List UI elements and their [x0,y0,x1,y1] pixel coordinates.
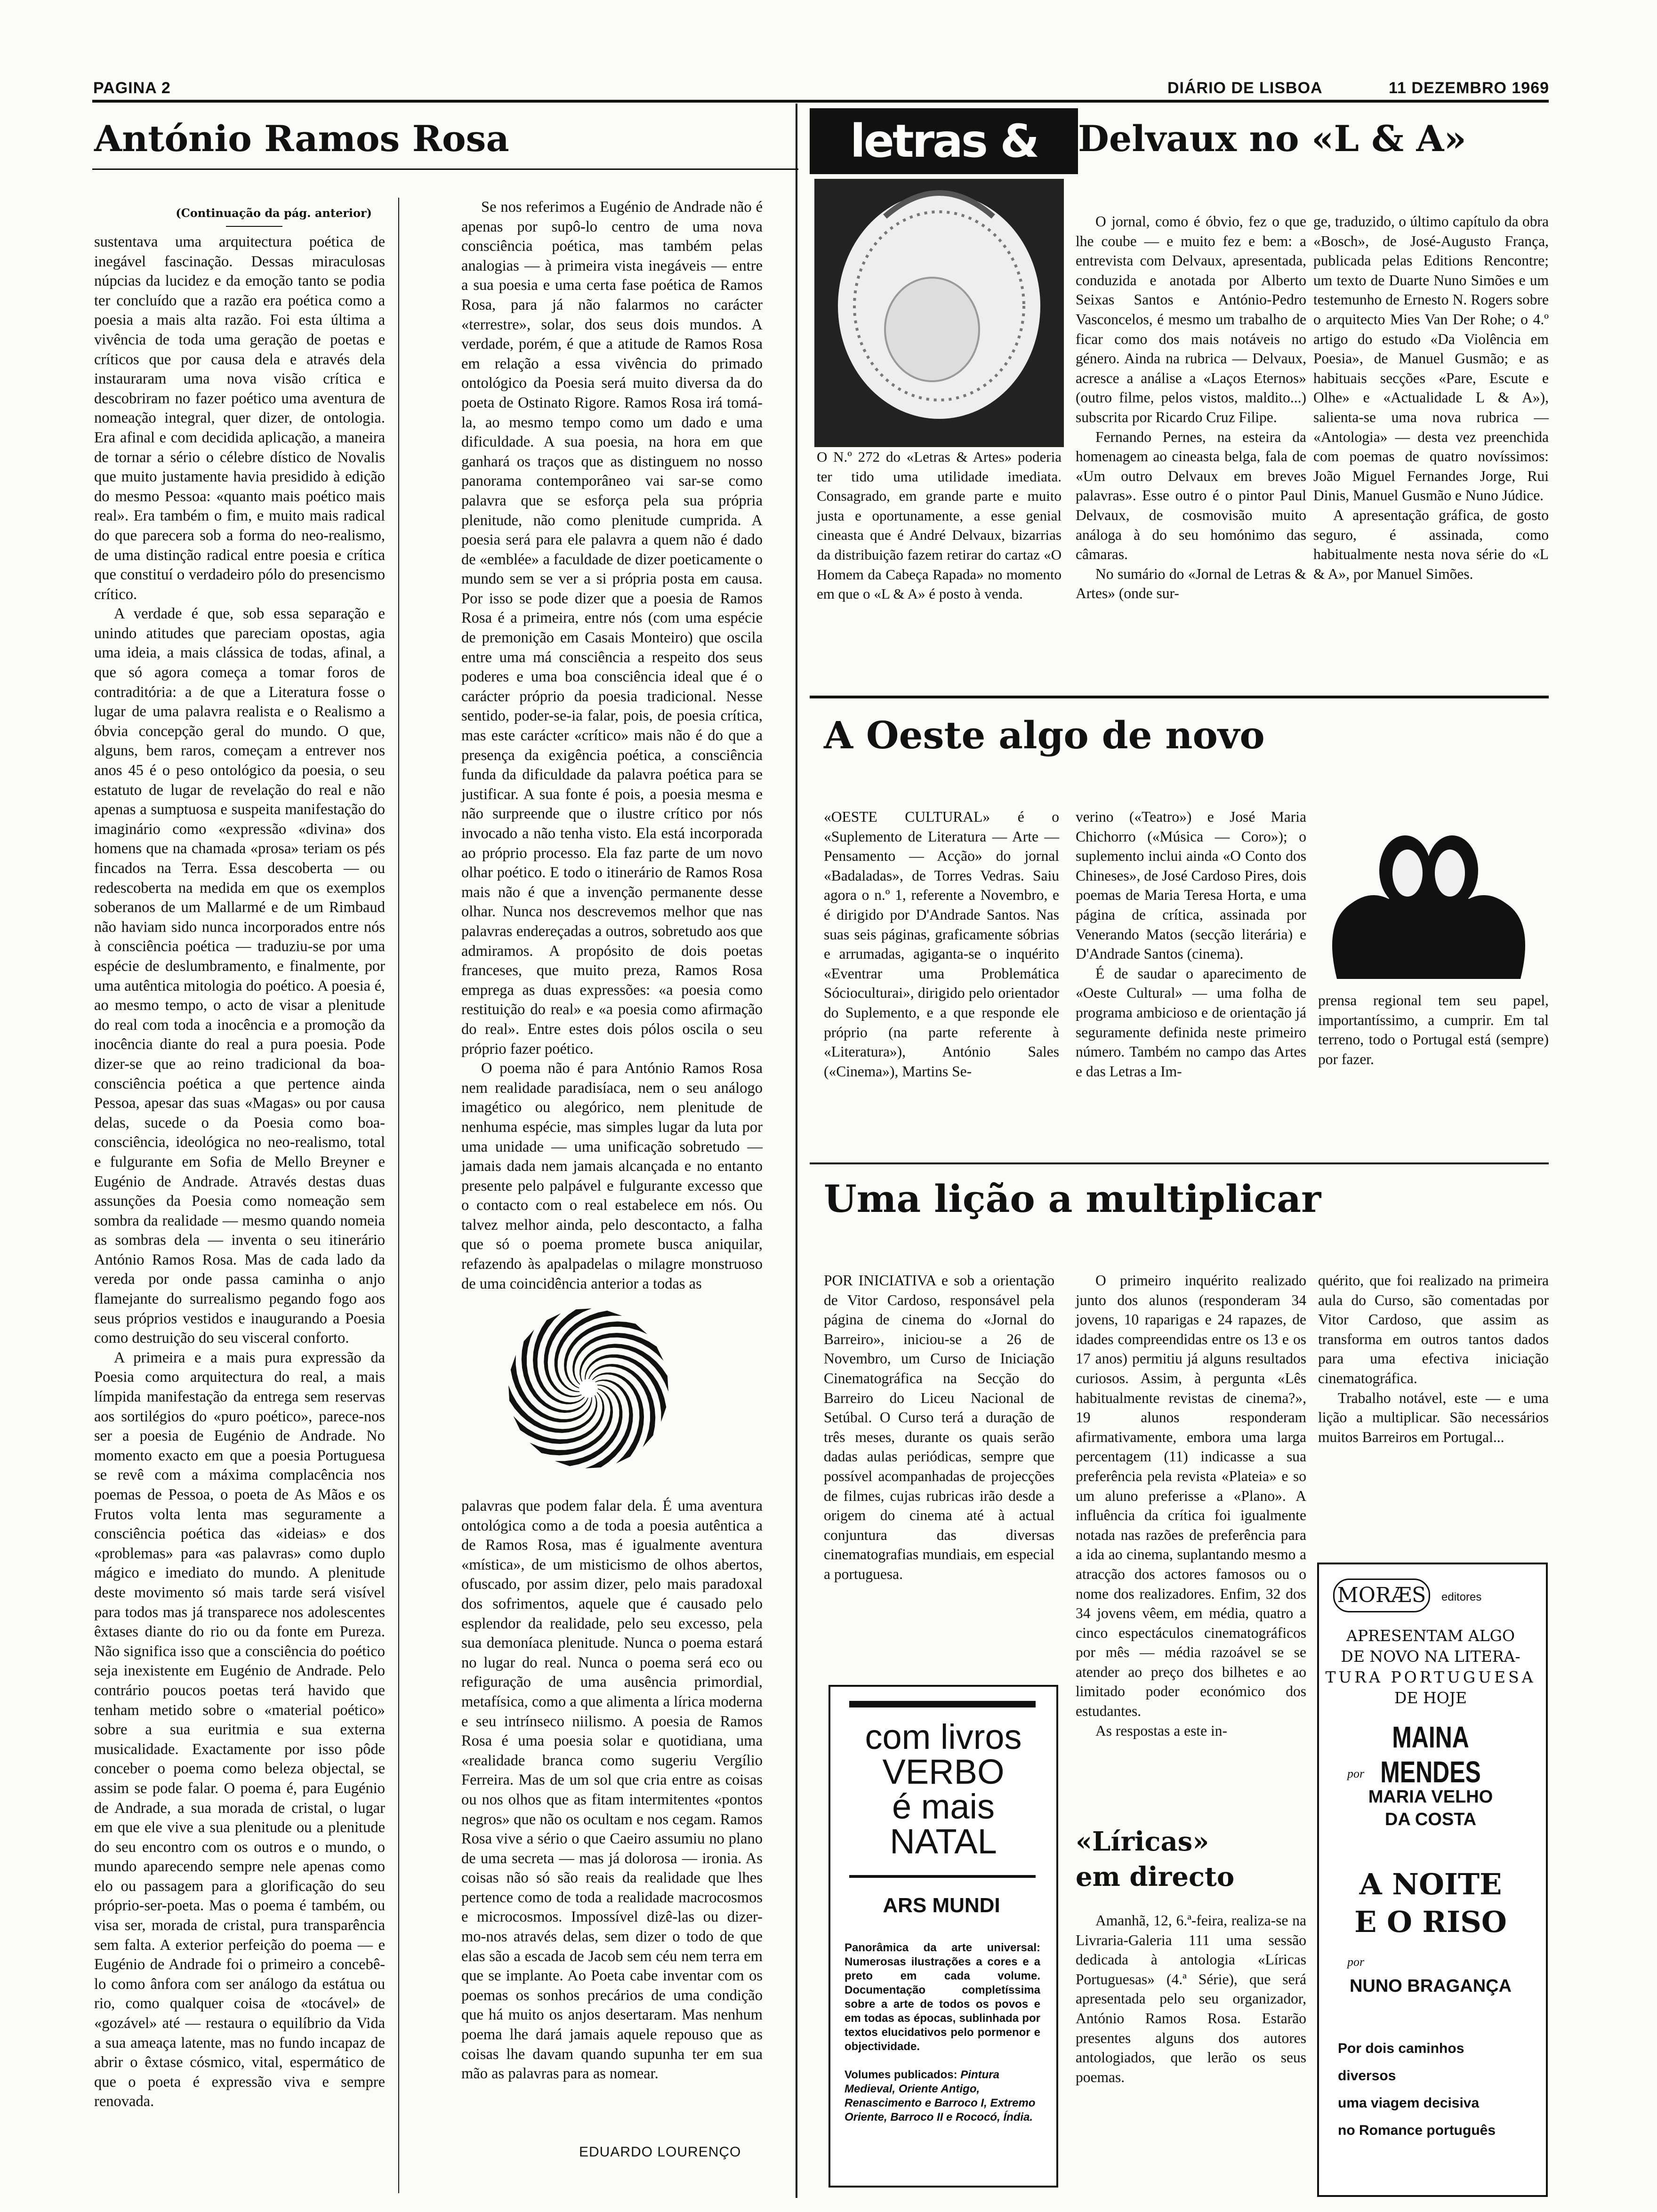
delvaux-title: Delvaux no «L & A» [1078,118,1466,160]
article-author: EDUARDO LOURENÇO [579,2144,741,2160]
moraes-tag-line-4: no Romance português [1338,2123,1496,2138]
licao-c3-p1: quérito, que foi realizado na primeira aula do Curso, são comentadas por Vitor Cardoso, que assim as transforma em outros tantos dados para uma efectiva iniciação cinematográfica. [1318,1272,1549,1387]
moraes-author-1 [1319,1786,1542,1831]
verbo-brand: ARS MUNDI [883,1894,1000,1917]
continuation-note: (Continuação da pág. anterior) [176,206,372,220]
delvaux-column-1 [1076,212,1306,603]
verbo-ad-bottom-rule [849,1875,1036,1878]
licao-column-2 [1076,1271,1306,1740]
moraes-author-2: NUNO BRAGANÇA [1349,1976,1512,1996]
delvaux-c1-p1: O jornal, como é óbvio, fez o que lhe coube — e muito fez e bem: a entrevista com Delvaux, apresentada, conduzida e anotada por Alberto Seixas Santos e António-Pedro Vasconcelos, é mesmo um trabalho de ficar como dos mais notáveis no género. Ainda na rubrica — Delvaux, acresce a análise a «Laços Eternos» (outro filme, pelos vistos, maldito...) subscrita por Ricardo Cruz Filipe. [1076,213,1306,425]
licao-c1-p1: POR INICIATIVA e sob a orientação de Vitor Cardoso, responsável pela página de cinema do «Jornal do Barreiro», iniciou-se a 26 de Novembro, um Curso de Iniciação Cinematográfica na Secção do Barreiro do Liceu Nacional de Setúbal. O Curso terá a duração de três meses, durante os quais serão dadas aulas periódicas, sempre que possível acompanhadas de projecções de filmes, cujas rubricas irão desde a origem do cinema até à actual conjuntura das diversas cinematografias mundiais, em especial a portuguesa. [824,1272,1054,1582]
oeste-column-1 [824,807,1059,1081]
moraes-book-2-line-1: A NOITE [1359,1867,1502,1901]
moraes-author-1-line-2: DA COSTA [1384,1810,1477,1829]
continuation-dash [226,226,282,227]
middle-divider [796,104,797,2198]
moraes-por-2: por [1347,1955,1365,1969]
verbo-line-4: NATAL [890,1822,997,1861]
ramos-c2-p2: O poema não é para António Ramos Rosa nem realidade paradisíaca, nem o seu análogo imagético ou alegórico, nem plenitude de nenhuma espécie, mas simples lugar da luta por uma unidade — uma unificação sobretudo — jamais dada nem jamais alcançada e no entanto presente pelo palpável e fulgurante excesso que o contacto com o real estabelece em nós. Ou talvez melhor ainda, pelo descontacto, a falha que só o poema promete busca aniquilar, refazendo às apalpadelas o milagre monstruoso de uma coincidência anterior a todas as [461,1060,763,1292]
delvaux-c1-p3: No sumário do «Jornal de Letras & Artes» (onde sur- [1076,565,1306,602]
moraes-por-1: por [1347,1767,1365,1780]
verbo-published [845,2068,1040,2124]
delvaux-caption-text: O N.º 272 do «Letras & Artes» poderia ter tido uma utilidade imediata. Consagrado, em grande parte e muito justa e oportunamente, a esse genial cineasta que é André Delvaux, bizarrias da distribuição fazem retirar do cartaz «O Homem da Cabeça Rapada» no momento em que o «L & A» é posto à venda. [817,449,1062,602]
liricas-column [1076,1911,1306,2087]
letras-artes-logo: letras & [810,108,1078,174]
issue-date: 11 DEZEMBRO 1969 [1389,79,1550,97]
moraes-tag-line-2: diversos [1338,2068,1396,2084]
magazine-cover-image [814,179,1064,447]
oeste-column-2 [1076,807,1306,1081]
moraes-book-1: MAINA MENDES [1380,1720,1481,1789]
liricas-title-line-2: em directo [1076,1861,1235,1892]
oeste-c2-p1: verino («Teatro») e José Maria Chichorro («Música — Coro»); o suplemento inclui ainda «O Conto dos Chineses», de José Cardoso Pires, dois poemas de Maria Teresa Horta, e uma página de crítica, assinada por Venerando Matos (secção literária) e D'Andrade Santos (cinema). [1076,809,1306,962]
oeste-c1-p1: «OESTE CULTURAL» é o «Suplemento de Literatura — Arte — Pensamento — Acção» do jornal «Badaladas», de Torres Vedras. Saiu agora o n.º 1, referente a Novembro, e é dirigido por D'Andrade Santos. Nas suas seis páginas, graficamente sóbrias e arrumadas, agiganta-se o inquérito «Eventrar uma Problemática Sócioculturai», dirigido pelo orientador do Suplemento, e a que responde ele próprio (na parte referente à «Literatura»), António Sales («Cinema»), Martins Se- [824,809,1059,1080]
moraes-advertisement [1317,1563,1548,2197]
verbo-ad-banner [849,1715,1038,1870]
verbo-line-2: VERBO [882,1752,1005,1791]
oeste-c2-p2: É de saudar o aparecimento de «Oeste Cultural» — uma folha de programa ambicioso e de orientação já seguramente definida neste primeiro número. Também no campo das Artes e das Letras a Im- [1076,965,1306,1080]
oeste-title: A Oeste algo de novo [824,713,1265,757]
ramos-c1-p2: A verdade é que, sob essa separação e unindo atitudes que pareciam opostas, agia uma ideia, a mais clássica de todas, afinal, a que só agora começa a tomar foros de contraditória: a de que a Literatura fosse o lugar de uma palavra realista e o Realismo a óbvia concepção geral do mundo. O que, alguns, bem raros, começam a entrever nos anos 45 é o peso ontológico da poesia, o seu estatuto de lugar de revelação do real e não apenas a sumptuosa e suspeita manifestação do imaginário como «expressão «divina» dos homens que na chamada «prosa» teriam os pés fincados na Terra. Essa descoberta — ou redescoberta na medida em que os exemplos soberanos de um Mallarmé e de um Rimbaud não haviam sido nunca incorporados entre nós à consciência poética — traduziu-se por uma espécie de deslumbramento, e finalmente, por uma autêntica mitologia do poético. A poesia é, ao mesmo tempo, o acto de visar a plenitude do real com toda a inocência e a promoção da inocência diante do real a pura poesia. Pode dizer-se que ao reino tradicional da boa-consciência poética a que pertence ainda Pessoa, apesar das suas «Magas» ou por causa delas, sucede o da Poesia como boa-consciência, ideológica no neo-realismo, total e fulgurante em Sofia de Mello Breyner e Eugénio de Andrade. Através destas duas assunções da Poesia como nomeação sem sombra da realidade — mesmo quando nomeia as sombras dela — inventa o seu itinerário António Ramos Rosa. Mas de cada lado da vereda por onde passa caminha o anjo flamejante do surrealismo pegando fogo aos seus próprios vestidos e inaugurando a Poesia como destruição do seu visceral conforto. [94,605,385,1347]
delvaux-c2-p1: ge, traduzido, o último capítulo da obra «Bosch», de José-Augusto França, publicada pelas Editions Rencontre; um texto de Duarte Nuno Simões e um testemunho de Ernesto N. Rogers sobre o arquitecto Mies Van Der Rohe; o 4.º artigo do estudo «Da Violência em Poesia», de Manuel Gusmão; e as habituais secções «Pare, Escute e Olhe» e «Actualidade L & A»), salienta-se uma nova rubrica — «Antologia» — desta vez preenchida com poemas de quatro novíssimos: João Miguel Fernandes Jorge, Rui Dinis, Manuel Gusmão e Nuno Júdice. [1313,213,1549,504]
verbo-description: Panorâmica da arte universal: Numerosas ilustrações a cores e a preto em cada volume. Documentação completíssima sobre a arte de todos os povos e em todas as épocas, sublinhada por textos elucidativos pelo pormenor e objectividade. [845,1941,1040,2053]
oeste-column-3 [1318,991,1549,1069]
delvaux-c1-p2: Fernando Pernes, na esteira da homenagem ao cineasta belga, fala de «Um outro Delvaux em breves palavras». Esse outro é o pintor Paul Delvaux, de cosmovisão muito análoga à do seu homónimo das câmaras. [1076,428,1306,563]
verbo-line-1: com livros [865,1717,1022,1756]
ramos-title: António Ramos Rosa [94,118,509,160]
verbo-advertisement [828,1685,1058,2188]
licao-c2-p2: As respostas a este in- [1095,1722,1227,1739]
delvaux-caption [817,447,1062,604]
op-art-spiral-illustration [504,1304,673,1473]
licao-c2-p1: O primeiro inquérito realizado junto dos alunos (responderam 34 jovens, 10 raparigas e 24 rapazes, de idades compreendidas entre os 13 e os 17 anos) permitiu já alguns resultados curiosos. Assim, à pergunta «Lês habitualmente revistas de cinema?», 19 alunos responderam afirmativamente, embora uma larga percentagem (11) indicasse a sua preferência pela revista «Plateia» e so um aluno preferisse a «Plano». A influência da crítica foi igualmente notada nas razões de preferência para a ida ao cinema, suplantando mesmo a atracção dos actores famosos ou o nome dos realizadores. Enfim, 32 dos 34 jovens vêem, em média, quatro a cinco espectáculos cinematográficos por mês — média razoável se se atender ao preço dos bilhetes e ao limitado poder económico dos estudantes. [1076,1272,1306,1720]
licao-c3-p2: Trabalho notável, este — e uma lição a multiplicar. São necessários muitos Barreiros em Portugal... [1318,1389,1549,1445]
delvaux-column-2 [1313,212,1549,584]
moraes-author-1-line-1: MARIA VELHO [1368,1787,1493,1807]
ramos-column-2b [461,1497,763,2084]
verbo-published-list: Pintura Medieval, Oriente Antigo, Renascimento e Barroco I, Extremo Oriente, Barroco II e Rococó, Índia. [845,2068,1036,2124]
licao-title: Uma lição a multiplicar [824,1177,1321,1221]
delvaux-c2-p2: A apresentação gráfica, de gosto seguro, é assinada, como habitualmente nesta nova série do «L & A», por Manuel Simões. [1313,506,1549,582]
ramos-c1-p1: sustentava uma arquitectura poética de inegável fascinação. Dessas miraculosas núpcias da lucidez e da emoção tanto se podia ter concluído que a razão era poética como a poesia a mais alta razão. Foi esta última a vivência de toda uma geração de poetas e críticos que por causa dela e através dela instauraram uma nova visão crítica e descobriram no fazer poético uma aventura de nomeação integral, quer dizer, de ontologia. Era afinal e com decidida aplicação, a maneira de tornar a sério o célebre dístico de Novalis que muito justamente havia presidido à edição do mesmo Pessoa: «quanto mais poético mais real». Era também o fim, e muito mais radical do que parecera sob a forma do neo-realismo, de uma distinção radical entre poesia e crítica que constituí o verdadeiro pólo do presencismo crítico. [94,233,385,603]
oeste-twin-figures-image [1318,828,1539,984]
ramos-title-rule [92,168,798,170]
moraes-logo: MORÆS [1333,1579,1430,1612]
verbo-line-3: é mais [892,1787,995,1826]
liricas-title-line-1: «Líricas» [1076,1826,1209,1857]
delvaux-bottom-rule [810,696,1549,698]
verbo-ad-top-rule [849,1701,1036,1707]
moraes-line-1: APRESENTAM ALGO [1346,1627,1515,1645]
liricas-p1: Amanhã, 12, 6.ª-feira, realiza-se na Livraria-Galeria 111 uma sessão dedicada à antologia «Líricas Portuguesas» (4.ª Série), que será apresentada pelo seu organizador, António Ramos Rosa. Estarão presentes alguns dos autores antologiados, que lerão os seus poemas. [1076,1912,1306,2085]
newspaper-name: DIÁRIO DE LISBOA [1167,79,1323,97]
moraes-editores: editores [1441,1591,1482,1603]
ramos-c1-p3: A primeira e a mais pura expressão da Poesia como arquitectura do real, a mais límpida manifestação da entrega sem reservas aos sortilégios do «puro poético», parece-nos ser a poesia de Eugénio de Andrade. No momento exacto em que a poesia Portuguesa se revê com a máxima complacência nos poemas de Pessoa, o poeta de As Mãos e os Frutos volta lenta mas seguramente a consciência poética das «ideias» e dos «problemas» para «as palavras» como duplo mágico e imediato do mundo. A plenitude deste movimento só mais tarde será visível para todos mas já transparece nos adolescentes êxtases diante do rio ou da fonte em Pureza. Não significa isso que a consciência do poético seja inexistente em Eugénio de Andrade. Pelo contrário poucos poetas terá havido que tenham metido sobre o «material poético» sobre a sua euritmia e sua externa musicalidade. Exactamente por isso pôde conceber o poema como beleza objectal, se assim se pode falar. O poema é, para Eugénio de Andrade, a sua morada de cristal, o lugar em que ele vive a sua plenitude ou a plenitude do seu encontro com os outros e o mundo, o mundo aparecendo sempre nele apenas como elo ou passagem para a glorificação do seu próprio-ser-poeta. Mas o poema é também, ou visa ser, morada de cristal, pura transparência sem falta. A exterior perfeição do poema — e Eugénio de Andrade foi o primeiro a concebê-lo como ânfora com ser análogo da estátua ou rio, como qualquer coisa de «tocável» de «gozável» até — restaura o equilíbrio da Vida a sua ameaça latente, mas no fundo incapaz de abrir o êxtase cósmico, vital, espermático de que o poeta é expressão viva e sempre renovada. [94,1349,385,2110]
moraes-line-3: TURA PORTUGUESA [1325,1668,1536,1686]
verbo-published-label: Volumes publicados: [845,2068,957,2081]
moraes-book-2-line-2: E O RISO [1354,1905,1507,1939]
oeste-bottom-rule [810,1162,1549,1164]
moraes-tag-line-3: uma viagem decisiva [1338,2095,1480,2111]
ramos-column-1 [94,232,385,2112]
moraes-tag-line-1: Por dois caminhos [1338,2041,1464,2056]
ramos-column-2 [461,198,763,1294]
licao-column-1 [824,1271,1054,1584]
page-number: PAGINA 2 [93,79,171,97]
oeste-c3-p1: prensa regional tem seu papel, importantíssimo, a cumprir. Em tal terreno, todo o Portugal está (sempre) por fazer. [1318,992,1549,1067]
moraes-line-4: DE HOJE [1394,1689,1467,1707]
ramos-c2-p1: Se nos referimos a Eugénio de Andrade não é apenas por supô-lo centro de uma nova consciência poética, mas também pelas analogias — à primeira vista inegáveis — entre a sua poesia e uma certa fase poética de Ramos Rosa, para já não falarmos no carácter «terrestre», solar, dos seus dois mundos. A verdade, porém, é que a atitude de Ramos Rosa em relação a essa vivência do primado ontológico da Poesia será muito diversa da do poeta de Ostinato Rigore. Ramos Rosa irá tomá-la, ao mesmo tempo como um dado e uma dificuldade. A sua poesia, na hora em que ganhará os traços que as distinguem no nosso panorama contemporâneo vai sar-se como palavra que se esforça pela sua própria plenitude, não como plenitude cumprida. A poesia será para ele palavra a quem não é dado de «emblée» a faculdade de dizer poeticamente o mundo sem se ver a si própria posta em causa. Por isso se pode dizer que a poesia de Ramos Rosa é a primeira, entre nós (com uma espécie de premonição em Casais Monteiro) que oscila entre uma má consciência a respeito dos seus poderes e uma boa consciência ideal que é o carácter próprio da poesia tradicional. Nesse sentido, poder-se-ia falar, pois, de poesia crítica, mas este carácter «crítico» mais não é do que a presença da exigência poética, a consciência funda da dificuldade da palavra poética para se justificar. A sua fonte é pois, a poesia mesma e não surpreende que o ilustre crítico por nós invocado a não tenha visto. Ela está incorporada ao próprio processo. Ela faz parte de um novo olhar poético. E todo o itinerário de Ramos Rosa mais não é que a invenção permanente desse olhar. Nunca nos descrevemos melhor que nas palavras endereçadas a outros, sobretudo aos que admiramos. A propósito de dois poetas franceses, que muito preza, Ramos Rosa emprega as duas expressões: «a poesia como restituição do real» e «a poesia como afirmação do real». Entre estes dois pólos oscila o seu próprio fazer poético. [461,199,763,1058]
moraes-line-2: DE NOVO NA LITERA- [1341,1647,1520,1666]
column-divider [398,198,399,2193]
licao-column-3 [1318,1271,1549,1447]
ramos-c2-p3: palavras que podem falar dela. É uma aventura ontológica como a de toda a poesia autêntica a de Ramos Rosa, mas é igualmente aventura «mística», de um misticismo de olhos abertos, ofuscado, por assim dizer, pelo mais paradoxal dos sofrimentos, aquele que é causado pelo esplendor da realidade, pelo seu excesso, pela sua demoníaca plenitude. Nunca o poema estará no lugar do real. Nunca o poema será eco ou refiguração de uma ausência primordial, metafísica, como a que alimenta a lírica moderna e seu intrínseco niilismo. A poesia de Ramos Rosa é uma poesia solar e quotidiana, uma «realidade branca como sugeriu Vergílio Ferreira. Mas de um sol que cria entre as coisas ou nos olhos que as fitam intermitentes «pontos negros» que não os ocultam e nos cegam. Ramos Rosa vive a sério o que Caeiro assumiu no plano de uma secreta — mas já dolorosa — ironia. As coisas não só são reais da realidade que lhes pertence como de toda a realidade macrocosmos e microcosmos. Impossível dizê-las ou dizer-mo-nos através delas, sem dizer o todo de que elas são a escada de Jacob sem céu nem terra em que se implante. Ao Poeta cabe inventar com os poemas os sonhos precários de uma condição que há muito os anjos desertaram. Mas nenhum poema lhe dará jamais aquele repouso que as coisas lhe davam quando supunha ter em sua mão as palavras para as nomear. [461,1498,763,2083]
header-rule [92,100,1549,103]
